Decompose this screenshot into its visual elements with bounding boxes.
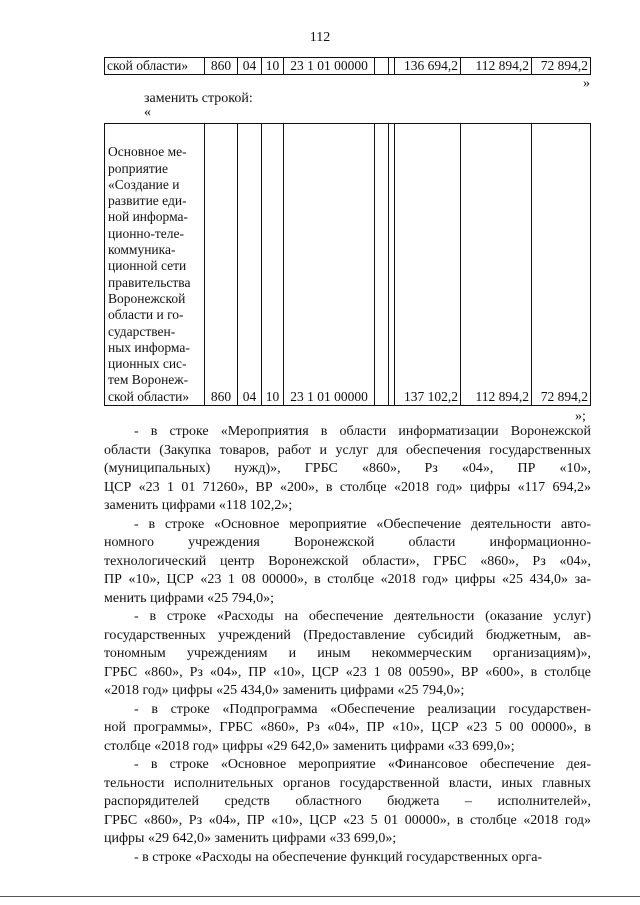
amendment-paragraph — [104, 701, 591, 757]
paragraph-line: тельности исполнительных органов государственной власти, иных главных — [104, 775, 591, 791]
paragraph-line: - в строке «Основное мероприятие «Финансовое обеспечение дея- — [134, 757, 591, 772]
row-name-lines — [108, 144, 201, 405]
opening-quote: « — [144, 105, 151, 120]
paragraph-line: распорядителей средств областного бюджета – исполнителей», — [104, 794, 591, 809]
amount-2020-cell: 72 894,2 — [532, 124, 591, 406]
row-name-line: Воронежской — [108, 290, 186, 306]
paragraph-line: государственных учреждений (Предоставление субсидий бюджетным, ав- — [104, 627, 591, 643]
row-name-line: правительства — [108, 274, 191, 290]
paragraph-line: ной программы», ГРБС «860», Рз «04», ПР «10», ЦСР «23 5 00 00000», в — [104, 720, 591, 735]
paragraph-line: заменить цифрами «118 102,2»; — [104, 498, 293, 513]
rz-cell: 04 — [238, 58, 262, 75]
grbs-cell: 860 — [205, 58, 238, 75]
replace-label: заменить строкой: — [144, 91, 253, 106]
amendment-paragraph — [104, 756, 591, 849]
row-name-line: тем Воронеж- — [108, 372, 189, 388]
pr-cell: 10 — [262, 124, 284, 406]
paragraph-line: - в строке «Основное мероприятие «Обеспечение деятельности авто- — [134, 516, 591, 532]
row-name-line: ской области» — [108, 388, 190, 404]
budget-table-old-row — [104, 57, 591, 75]
bottom-rule — [0, 896, 640, 897]
grbs-cell: 860 — [205, 124, 238, 406]
paragraph-line: менить цифрами «25 794,0»; — [104, 590, 275, 606]
row-name-line: коммуника- — [108, 242, 176, 258]
paragraph-line: ГРБС «860», Рз «04», ПР «10», ЦСР «23 1 08 00590», ВР «600», в столбце — [104, 664, 591, 680]
paragraph-line: ЦСР «23 1 01 71260», ВР «200», в столбце «2018 год» цифры «117 694,2» — [104, 479, 591, 495]
amount-2018-cell: 136 694,2 — [395, 58, 461, 75]
amount-2020-cell: 72 894,2 — [532, 58, 591, 75]
paragraph-line: цифры «29 642,0» заменить цифрами «33 699,0»; — [104, 831, 397, 846]
closing-quote: » — [583, 76, 590, 91]
amendment-paragraph — [104, 608, 591, 701]
paragraph-line: столбце «2018 год» цифры «29 642,0» заменить цифрами «33 699,0»; — [104, 738, 515, 754]
paragraph-line: области (Закупка товаров, работ и услуг для обеспечения государственных — [104, 442, 591, 458]
row-name-line: Основное ме- — [108, 144, 187, 160]
rz-cell: 04 — [238, 124, 262, 406]
paragraph-line: - в строке «Расходы на обеспечение функций государственных орга- — [134, 849, 543, 865]
row-name-line: ной информа- — [108, 209, 189, 225]
csr-cell: 23 1 01 00000 — [284, 58, 375, 75]
row-name-line: ционной сети — [108, 258, 187, 274]
paragraph-line: тономным учреждениям и иным некоммерческим организациям)», — [104, 646, 591, 661]
row-name-line: ционных сис- — [108, 356, 187, 372]
paragraph-line: ПР «10», ЦСР «23 1 08 00000», в столбце «2018 год» цифры «25 434,0» за- — [104, 572, 591, 587]
paragraph-line: (муниципальных) нужд)», ГРБС «860», Рз «04», ПР «10», — [104, 461, 591, 476]
row-name-line: роприятие — [108, 160, 169, 176]
paragraph-line: технологический центр Воронежской области», ГРБС «860», Рз «04», — [104, 553, 591, 569]
row-name-line: «Создание и — [108, 176, 180, 192]
budget-table-new-row — [104, 123, 591, 406]
closing-quote-semicolon: »; — [575, 409, 586, 424]
table-row — [105, 58, 591, 75]
amount-2019-cell: 112 894,2 — [461, 124, 532, 406]
table-row — [105, 124, 591, 406]
vr-cell — [375, 58, 389, 75]
row-name-line: сударствен- — [108, 323, 176, 339]
amount-2018-cell: 137 102,2 — [395, 124, 461, 406]
paragraph-line: - в строке «Расходы на обеспечение деятельности (оказание услуг) — [134, 609, 591, 624]
paragraph-line: - в строке «Мероприятия в области информатизации Воронежской — [134, 424, 591, 439]
paragraph-line: - в строке «Подпрограмма «Обеспечение реализации государствен- — [134, 701, 591, 717]
amendment-paragraph — [104, 423, 591, 516]
pr-cell: 10 — [262, 58, 284, 75]
row-name-line: развитие еди- — [108, 193, 187, 209]
vr-cell — [375, 124, 389, 406]
paragraph-line: «2018 год» цифры «25 434,0» заменить цифрами «25 794,0»; — [104, 683, 465, 698]
row-name-cell: ской области» — [105, 58, 205, 75]
amendment-paragraphs — [104, 423, 591, 867]
row-name-line: ционно-теле- — [108, 225, 185, 241]
amount-2019-cell: 112 894,2 — [461, 58, 532, 75]
paragraph-line: ГРБС «860», Рз «04», ПР «10», ЦСР «23 5 01 00000», в столбце «2018 год» — [104, 812, 591, 828]
amendment-paragraph — [104, 849, 591, 868]
paragraph-line: номного учреждения Воронежской области информационно- — [104, 535, 591, 550]
csr-cell: 23 1 01 00000 — [284, 124, 375, 406]
row-name-cell — [105, 124, 205, 406]
page-number: 112 — [309, 30, 331, 45]
row-name-line: ных информа- — [108, 339, 190, 355]
row-name-line: области и го- — [108, 307, 184, 323]
amendment-paragraph — [104, 516, 591, 609]
